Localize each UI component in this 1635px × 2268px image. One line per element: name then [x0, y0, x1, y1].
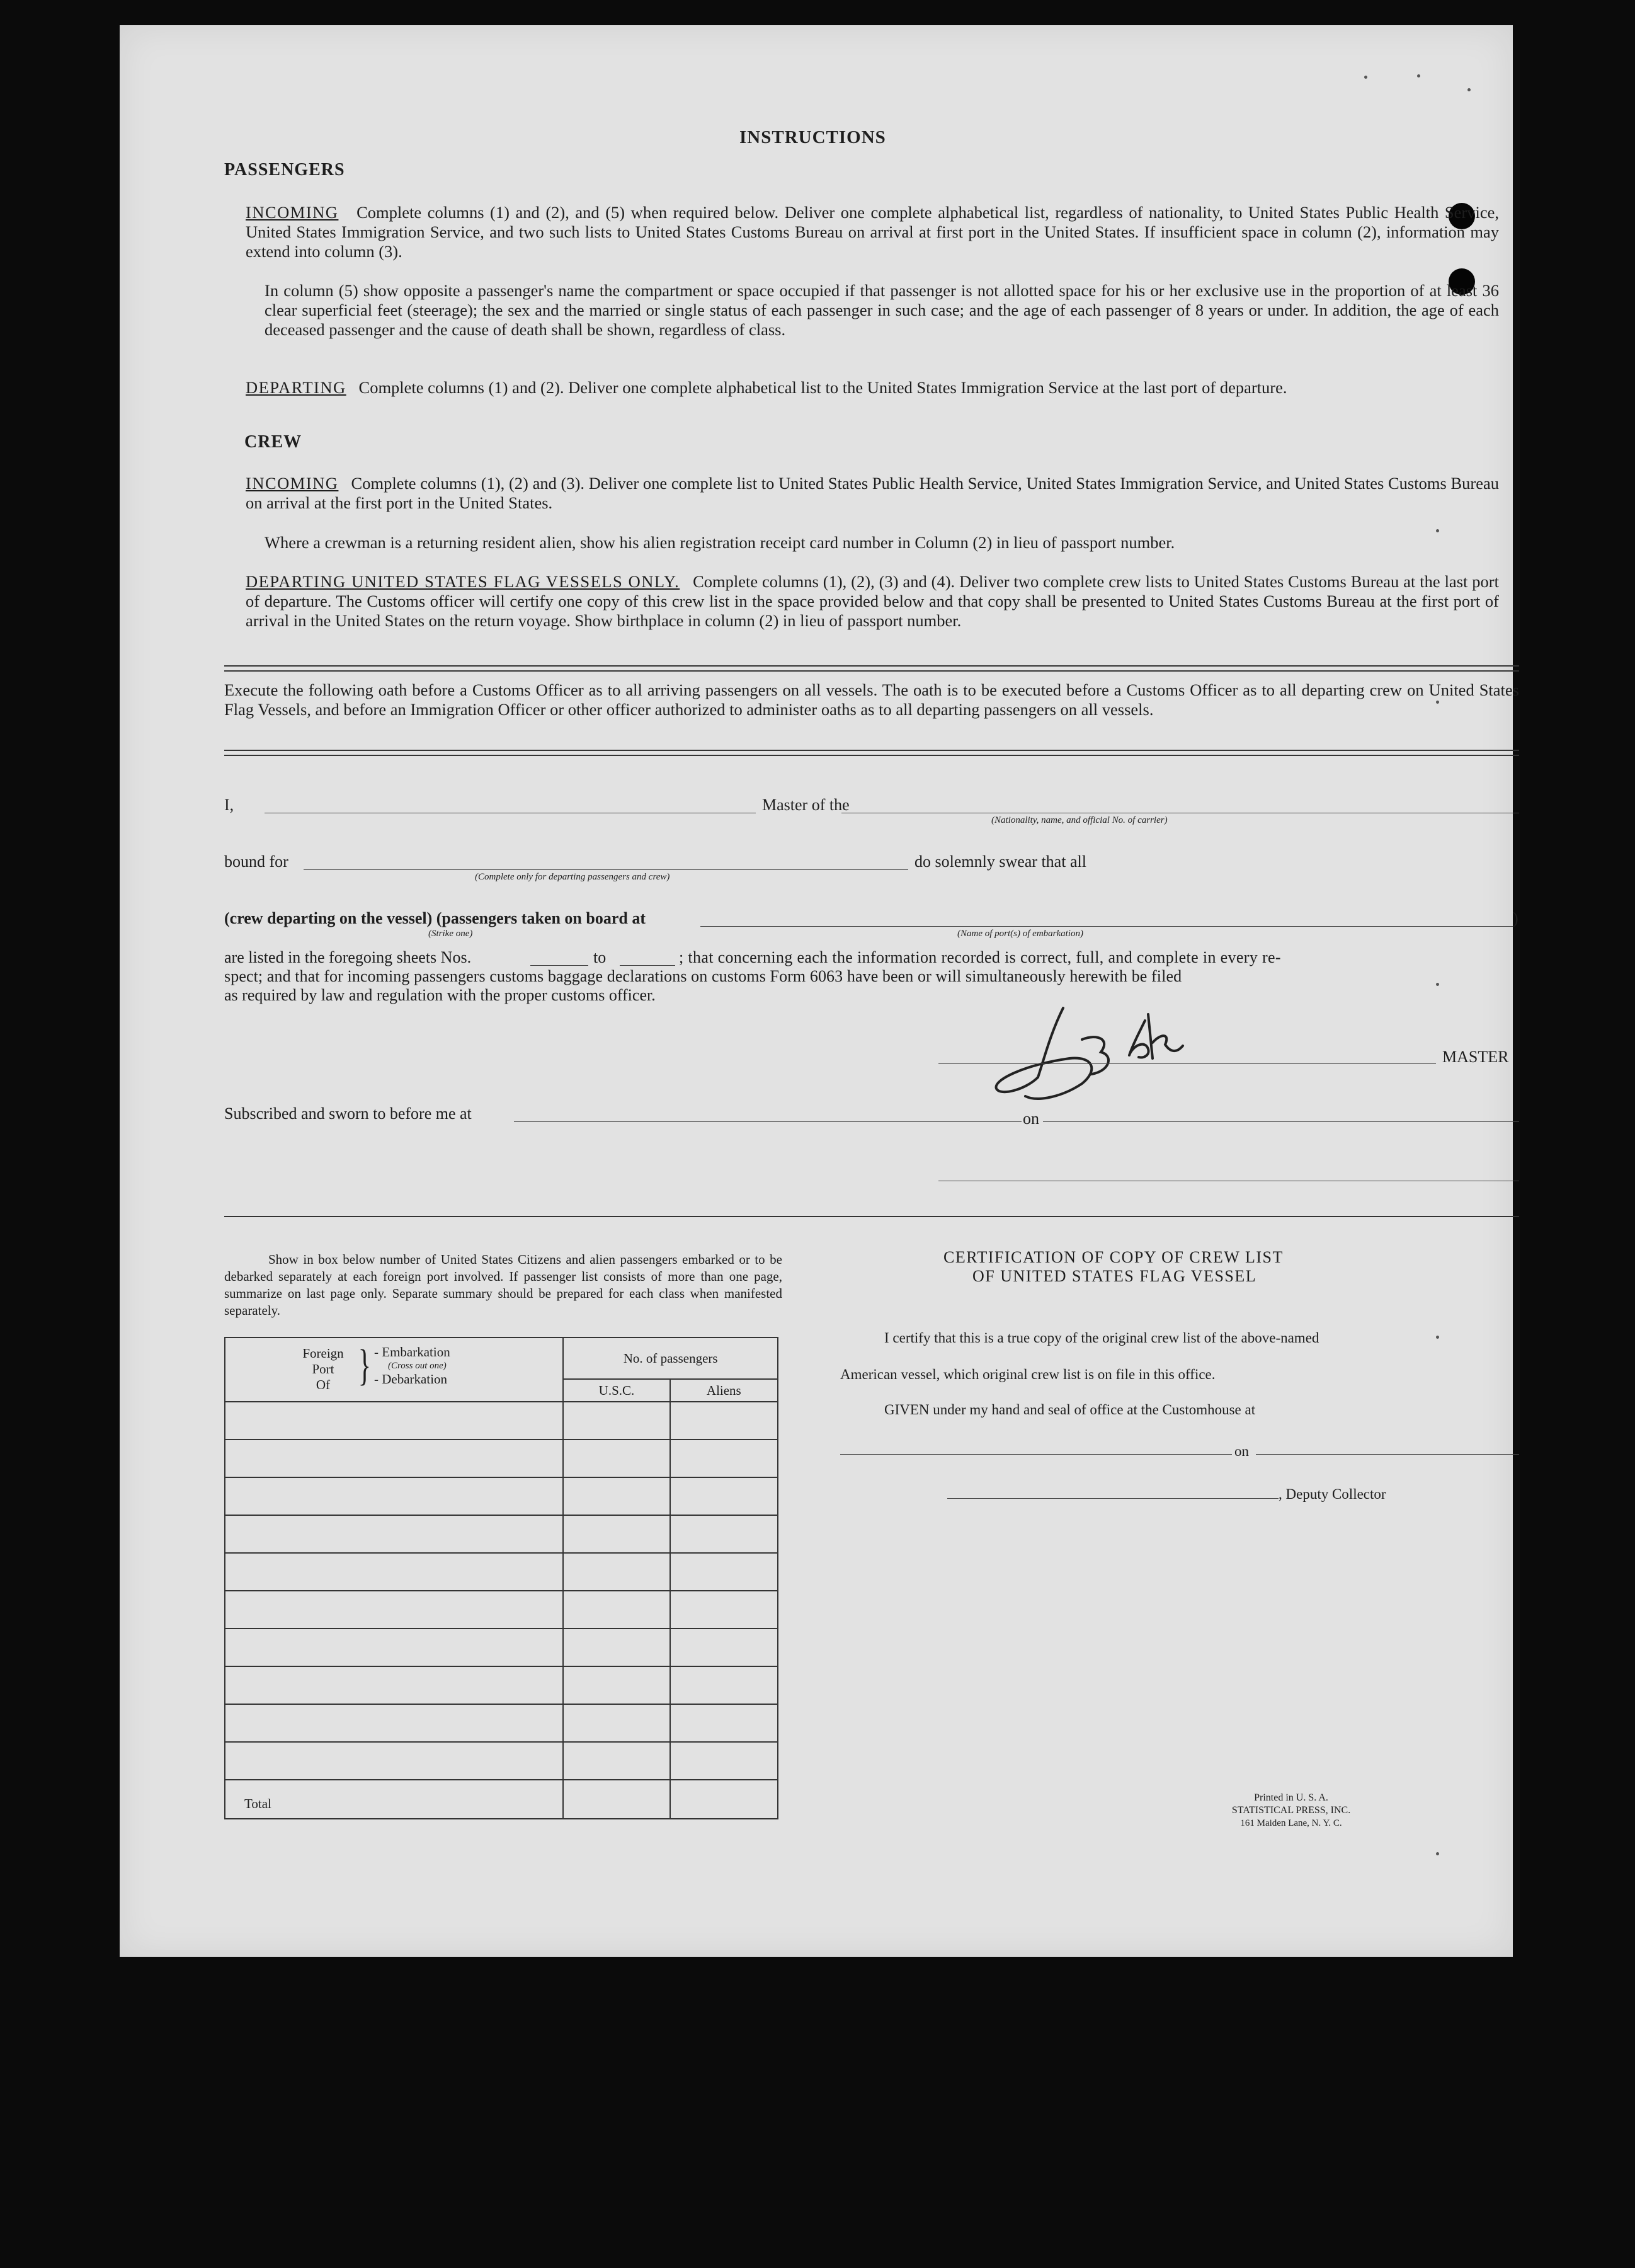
embarkation-label: - Embarkation [374, 1344, 450, 1360]
deputy-signature-field[interactable] [947, 1498, 1279, 1499]
departing-label: DEPARTING [246, 378, 346, 397]
column5-paragraph: In column (5) show opposite a passenger's name the compartment or space occupied if that passenger is not allotted space for his or her exclusive use in the proportion of at least 36 clear superficial feet (steerage); the sex and the married or single status of each passenger in such case; and the age of each passenger of 8 years or under. In addition, the age of each deceased passenger and the cause of death shall be shown, regardless of class. [265, 281, 1499, 339]
oath-i-label: I, [224, 796, 234, 814]
rule-mid-2 [224, 755, 1519, 756]
port-passenger-table [224, 1337, 778, 1819]
rule-top-2 [224, 670, 1519, 672]
oath-intro-paragraph: Execute the following oath before a Customs Officer as to all arriving passengers on all vessels. The oath is to be executed before a Customs Officer as to all departing crew on United States Flag Vessels, and before an Immigration Officer or other officer authorized to administer oaths as to all departing passengers on all vessels. [224, 680, 1519, 719]
sworn-date-field[interactable] [1043, 1121, 1519, 1122]
aliens-header: Aliens [670, 1379, 778, 1402]
aliens-cell[interactable] [670, 1440, 778, 1477]
speck [1417, 74, 1420, 77]
no-of-passengers-header: No. of passengers [563, 1337, 778, 1379]
table-row [225, 1666, 778, 1704]
form-page [120, 25, 1519, 1957]
port-cell[interactable] [225, 1553, 563, 1591]
speck [1467, 88, 1471, 91]
cert-on-label: on [1234, 1443, 1249, 1459]
port-cell[interactable] [225, 1477, 563, 1515]
listed-text-3: spect; and that for incoming passengers customs baggage declarations on customs Form 6063 have been or will simultaneously herewith be filed [224, 967, 1182, 985]
complete-only-caption: (Complete only for departing passengers and crew) [475, 872, 670, 882]
rule-bottom [224, 1216, 1519, 1217]
total-aliens-cell[interactable] [670, 1780, 778, 1819]
master-signature [988, 995, 1252, 1115]
usc-cell[interactable] [563, 1704, 669, 1742]
usc-cell[interactable] [563, 1553, 669, 1591]
passengers-departing-text: Complete columns (1) and (2). Deliver one complete alphabetical list to the United States Immigration Service at the last port of departure. [358, 378, 1287, 397]
sheet-from-field[interactable] [530, 965, 588, 966]
total-label: Total [225, 1780, 563, 1819]
port-cell[interactable] [225, 1742, 563, 1780]
bound-for-label: bound for [224, 852, 288, 871]
aliens-cell[interactable] [670, 1591, 778, 1629]
usc-cell[interactable] [563, 1440, 669, 1477]
printer-line-1: Printed in U. S. A. [1254, 1792, 1328, 1803]
master-label: MASTER [1442, 1048, 1509, 1066]
table-row [225, 1515, 778, 1553]
brace-icon: } [358, 1341, 371, 1390]
form-title: INSTRUCTIONS [739, 127, 886, 147]
usc-cell[interactable] [563, 1629, 669, 1666]
american-text: American vessel, which original crew list is on file in this office. [840, 1366, 1216, 1382]
aliens-cell[interactable] [670, 1477, 778, 1515]
rule-mid-1 [224, 750, 1519, 751]
certification-title-2: OF UNITED STATES FLAG VESSEL [972, 1267, 1257, 1285]
certify-text: I certify that this is a true copy of the original crew list of the above-named [884, 1330, 1319, 1346]
aliens-cell[interactable] [670, 1629, 778, 1666]
aliens-cell[interactable] [670, 1742, 778, 1780]
foreign-label: Foreign [302, 1346, 344, 1361]
usc-cell[interactable] [563, 1477, 669, 1515]
bound-for-field[interactable] [304, 869, 908, 870]
port-embarkation-field[interactable] [700, 926, 1513, 927]
listed-text-1: are listed in the foregoing sheets Nos. [224, 948, 472, 966]
listed-text-2: ; that concerning each the information recorded is correct, full, and complete in every re- [679, 948, 1281, 966]
usc-cell[interactable] [563, 1591, 669, 1629]
port-cell[interactable] [225, 1666, 563, 1704]
aliens-cell[interactable] [670, 1666, 778, 1704]
printer-imprint [1203, 1792, 1379, 1830]
customhouse-field[interactable] [840, 1454, 1232, 1455]
table-row [225, 1704, 778, 1742]
port-caption: (Name of port(s) of embarkation) [957, 929, 1083, 939]
aliens-cell[interactable] [670, 1402, 778, 1440]
crew-heading: CREW [244, 432, 302, 452]
table-row [225, 1402, 778, 1440]
speck [1436, 1852, 1439, 1855]
close-paren: ) [1513, 909, 1518, 927]
passengers-departing-paragraph [246, 378, 1499, 398]
port-cell[interactable] [225, 1591, 563, 1629]
sheet-to-field[interactable] [620, 965, 675, 966]
foreign-port-header [225, 1337, 563, 1402]
departing-flag-label: DEPARTING UNITED STATES FLAG VESSELS ONLY. [246, 572, 680, 591]
crew-departing-paragraph [246, 572, 1499, 631]
port-cell[interactable] [225, 1704, 563, 1742]
port-label: Port [312, 1361, 334, 1377]
rule-top-1 [224, 665, 1519, 667]
table-row [225, 1477, 778, 1515]
subscribed-label: Subscribed and sworn to before me at [224, 1104, 472, 1123]
total-row [225, 1780, 778, 1819]
solemnly-label: do solemnly swear that all [914, 852, 1086, 871]
usc-header: U.S.C. [563, 1379, 669, 1402]
passengers-incoming-paragraph [246, 203, 1499, 261]
table-header-row [225, 1337, 778, 1379]
port-cell[interactable] [225, 1515, 563, 1553]
nationality-caption: (Nationality, name, and official No. of carrier) [991, 815, 1168, 825]
usc-cell[interactable] [563, 1742, 669, 1780]
speck [1364, 76, 1367, 79]
deputy-label: , Deputy Collector [1279, 1486, 1386, 1502]
crew-departing-text: Complete columns (1), (2), (3) and (4). Deliver two complete crew lists to United States Customs Bureau at the last port of departure. The Customs officer will certify one copy of this crew list in the space provided below and that copy shall be presented to United States Customs Bureau at the first port of arrival in the United States on the return voyage. Show birthplace in column (2) in lieu of passport number. [246, 572, 1499, 630]
crewman-paragraph: Where a crewman is a returning resident alien, show his alien registration receipt card number in Column (2) in lieu of passport number. [265, 533, 1175, 552]
incoming-label: INCOMING [246, 203, 339, 222]
table-row [225, 1591, 778, 1629]
total-usc-cell[interactable] [563, 1780, 669, 1819]
of-label: Of [316, 1377, 331, 1392]
master-signature-line[interactable] [938, 1063, 1436, 1064]
port-cell[interactable] [225, 1440, 563, 1477]
printer-line-2: STATISTICAL PRESS, INC. [1231, 1805, 1351, 1816]
aliens-cell[interactable] [670, 1553, 778, 1591]
cross-out-label: (Cross out one) [388, 1361, 447, 1371]
usc-cell[interactable] [563, 1402, 669, 1440]
crew-incoming-paragraph [246, 474, 1499, 513]
box-instructions: Show in box below number of United States Citizens and alien passengers embarked or to be debarked separately at each foreign port involved. If passenger list consists of more than one page, summarize on last page only. Separate summary should be prepared for each class when manifested separately. [224, 1252, 782, 1318]
crew-incoming-label: INCOMING [246, 474, 339, 493]
sworn-place-field[interactable] [514, 1121, 1022, 1122]
speck [1436, 529, 1439, 532]
certification-title-1: CERTIFICATION OF COPY OF CREW LIST [943, 1248, 1284, 1266]
aliens-cell[interactable] [670, 1515, 778, 1553]
table-row [225, 1629, 778, 1666]
port-cell[interactable] [225, 1402, 563, 1440]
speck [1436, 1336, 1439, 1339]
cert-date-field[interactable] [1256, 1454, 1519, 1455]
table-row [225, 1553, 778, 1591]
crew-incoming-text: Complete columns (1), (2) and (3). Deliver one complete list to United States Public Health Service, United States Immigration Service, and United States Customs Bureau on arrival at the first port in the United States. [246, 474, 1500, 512]
aliens-cell[interactable] [670, 1704, 778, 1742]
master-of-label: Master of the [762, 796, 850, 814]
printer-line-3: 161 Maiden Lane, N. Y. C. [1240, 1818, 1342, 1828]
sworn-on-label: on [1023, 1109, 1039, 1128]
debarkation-label: - Debarkation [374, 1372, 448, 1387]
table-row [225, 1440, 778, 1477]
speck [1436, 983, 1439, 986]
passengers-incoming-text: Complete columns (1) and (2), and (5) when required below. Deliver one complete alphabetical list, regardless of nationality, to United States Public Health Service, United States Immigration Service, and two such lists to United States Customs Bureau on arrival at first port in the United States. If insufficient space in column (2), information may extend into column (3). [246, 203, 1500, 261]
passengers-heading: PASSENGERS [224, 160, 345, 180]
crew-departing-label: (crew departing on the vessel) (passengers taken on board at [224, 909, 646, 927]
table-row [225, 1742, 778, 1780]
strike-one-caption: (Strike one) [428, 929, 473, 939]
to-label: to [593, 948, 607, 966]
usc-cell[interactable] [563, 1515, 669, 1553]
given-text: GIVEN under my hand and seal of office at the Customhouse at [884, 1402, 1256, 1418]
usc-cell[interactable] [563, 1666, 669, 1704]
port-cell[interactable] [225, 1629, 563, 1666]
listed-text-4: as required by law and regulation with the proper customs officer. [224, 986, 656, 1004]
